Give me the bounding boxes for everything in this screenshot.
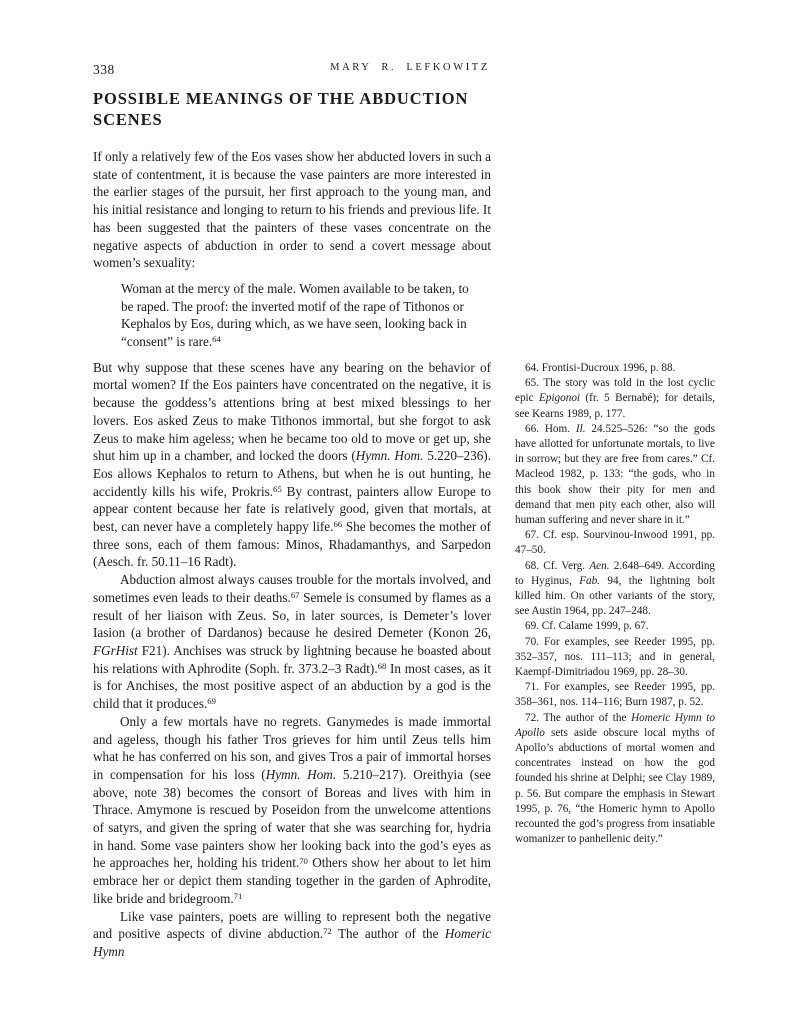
footnote-ref: 65 xyxy=(273,483,282,494)
paragraph xyxy=(93,908,491,961)
footnote-ref: 64 xyxy=(212,334,221,345)
footnote xyxy=(515,528,715,558)
body-text: 68. Cf. Verg. xyxy=(525,559,590,572)
italic-text: Aen. xyxy=(589,559,610,572)
body-text: 69. Cf. Calame 1999, p. 67. xyxy=(525,620,649,633)
footnote xyxy=(515,619,715,634)
footnote xyxy=(515,680,715,710)
italic-text: Il. xyxy=(575,422,586,435)
page-number: 338 xyxy=(93,62,115,77)
body-text: 5.220–236). Eos allows Kephalos to return to Athens, but when he is out hunting, he accidently kills his wife, Prokris. xyxy=(93,448,491,499)
section-heading: POSSIBLE MEANINGS OF THE ABDUCTION SCENES xyxy=(93,89,469,129)
footnote xyxy=(515,422,715,528)
body-text: 72. The author of the xyxy=(525,711,632,724)
paragraph xyxy=(93,359,491,571)
body-text: By contrast, painters allow Europe to appear content because her fate is relatively good, given that mortals, at best, can never have a completely happy life. xyxy=(93,483,491,535)
page-header xyxy=(93,62,713,80)
footnote-ref: 70 xyxy=(299,855,308,866)
body-text: Abduction almost always causes trouble for the mortals involved, and sometimes even leads to their deaths. xyxy=(93,572,491,605)
italic-text: FGrHist xyxy=(93,642,138,658)
footnote-ref: 71 xyxy=(233,890,243,901)
body-text: 65. The story was told in the lost cyclic epic xyxy=(515,377,715,405)
italic-text: Fab. xyxy=(579,574,601,587)
paragraph xyxy=(93,571,491,713)
footnote xyxy=(515,376,715,422)
footnote xyxy=(515,361,715,376)
footnote-ref: 72 xyxy=(323,926,332,937)
body-text: Like vase painters, poets are willing to represent both the negative and positive aspects of divine abduction. xyxy=(93,908,491,942)
body-text: 70. For examples, see Reeder 1995, pp. 352–357, nos. 111–113; and in general, Kaempf-Dimitriadou 1969, pp. 28–30. xyxy=(515,635,715,679)
running-head: MARY R. LEFKOWITZ xyxy=(330,62,490,73)
footnotes-column xyxy=(515,361,715,848)
italic-text: Hymn. Hom. xyxy=(355,448,424,464)
body-text: She becomes the mother of three sons, each of them famous: Minos, Rhadamanthys, and Sarpedon (Aesch. fr. 50.11–16 Radt). xyxy=(93,519,491,570)
footnote xyxy=(515,559,715,620)
text-block xyxy=(93,148,715,961)
body-text: 64. Frontisi-Ducroux 1996, p. 88. xyxy=(525,362,676,374)
body-text: 24.525–526: “so the gods have allotted for unfortunate mortals, to live in sorrow; but they are free from cares.” Cf. Macleod 1982, p. 133: “the gods, who in this book show their pity for men and demand that men pity each other, also will human suffering and never share in it.” xyxy=(515,422,716,527)
italic-text: Epigonoi xyxy=(539,392,581,405)
body-text: 67. Cf. esp. Sourvinou-Inwood 1991, pp. 47–50. xyxy=(515,529,715,557)
footnote-ref: 67 xyxy=(290,589,300,600)
body-text: 2.648–649. According to Hyginus, xyxy=(515,559,716,587)
body-text: Woman at the mercy of the male. Women available to be taken, to be raped. The proof: the inverted motif of the rape of Tithonos or Kephalos by Eos, during which, as we have seen, looking back in “consent” is rare. xyxy=(121,280,469,350)
footnote xyxy=(515,711,715,848)
paragraph xyxy=(93,713,491,908)
body-text: 66. Hom. xyxy=(525,422,576,435)
body-text: 5.210–217). Oreithyia (see above, note 38) becomes the consort of Boreas and lives with him in Thrace. Amymone is rescued by Poseidon from the unwelcome attentions of satyrs, and given the spring of water that she was searching for, hydria in hand. Some vase painters show her looking back into the god’s eyes as he approaches her, holding his trident. xyxy=(93,766,491,871)
body-text: F21). Anchises was struck by lightning because he boasted about his relations with Aphrodite (Soph. fr. 373.2–3 Radt). xyxy=(93,642,491,676)
italic-text: Homeric Hymn xyxy=(93,926,491,959)
body-text: The author of the xyxy=(331,926,445,942)
body-text: sets aside obscure local myths of Apollo’s abductions of mortal women and concentrates instead on how the god founded his shrine at Delphi; see Clay 1989, p. 56. But compare the emphasis in Stewart 1995, p. 76, “the Homeric hymn to Apollo recounted the god’s progress from insatiable womanizer to panhellenic deity.” xyxy=(515,726,715,846)
body-text: Semele is consumed by flames as a result of her liaison with Zeus. So, in later sources, is Demeter’s lover Iasion (a brother of Dardanos) because he desired Demeter (Konon 26, xyxy=(93,589,492,641)
main-text-column xyxy=(93,148,491,961)
footnote-ref: 68 xyxy=(377,660,387,671)
block-quote xyxy=(93,280,491,351)
body-text: In most cases, as it is for Anchises, the most positive aspect of an abduction by a god is the child that it produces. xyxy=(93,660,491,712)
footnote-ref: 69 xyxy=(207,696,216,707)
body-text: But why suppose that these scenes have any bearing on the behavior of mortal women? If the Eos painters have concentrated on the negative, it is because the goddess’s attentions bring at best mixed blessings to her lovers. Eos asked Zeus to make Tithonos immortal, but she forgot to ask Zeus to make him ageless; when he became too old to move or get up, she shut him up in a chamber, and locked the doors ( xyxy=(93,359,491,464)
body-text: If only a relatively few of the Eos vases show her abducted lovers in such a state of contentment, it is because the vase painters are more interested in the earlier stages of the pursuit, her first approach to the young man, and his initial resistance and longing to return to his friends and previous life. It has been suggested that the painters of these vases concentrate on the negative aspects of abduction in order to send a covert message about women’s sexuality: xyxy=(93,149,491,271)
body-text: Only a few mortals have no regrets. Ganymedes is made immortal and ageless, though his father Tros grieves for him until Zeus tells him what he has conferred on his son, and gives Tros a pair of immortal horses in compensation for his loss ( xyxy=(93,713,491,782)
body-text: Others show her about to let him embrace her or depict them standing together in the garden of Aphrodite, like bride and bridegroom. xyxy=(93,855,491,906)
italic-text: Homeric Hymn to Apollo xyxy=(515,711,715,739)
body-text: 94, the lightning bolt killed him. On other variants of the story, see Austin 1964, pp. 247–248. xyxy=(515,574,715,618)
footnote-ref: 66 xyxy=(333,519,343,530)
footnote xyxy=(515,635,715,681)
body-text: 71. For examples, see Reeder 1995, pp. 358–361, nos. 114–116; Burn 1987, p. 52. xyxy=(515,681,715,709)
italic-text: Hymn. Hom. xyxy=(265,766,337,782)
paragraph xyxy=(93,148,491,272)
body-text: (fr. 5 Bernabé); for details, see Kearns 1989, p. 177. xyxy=(515,392,715,420)
